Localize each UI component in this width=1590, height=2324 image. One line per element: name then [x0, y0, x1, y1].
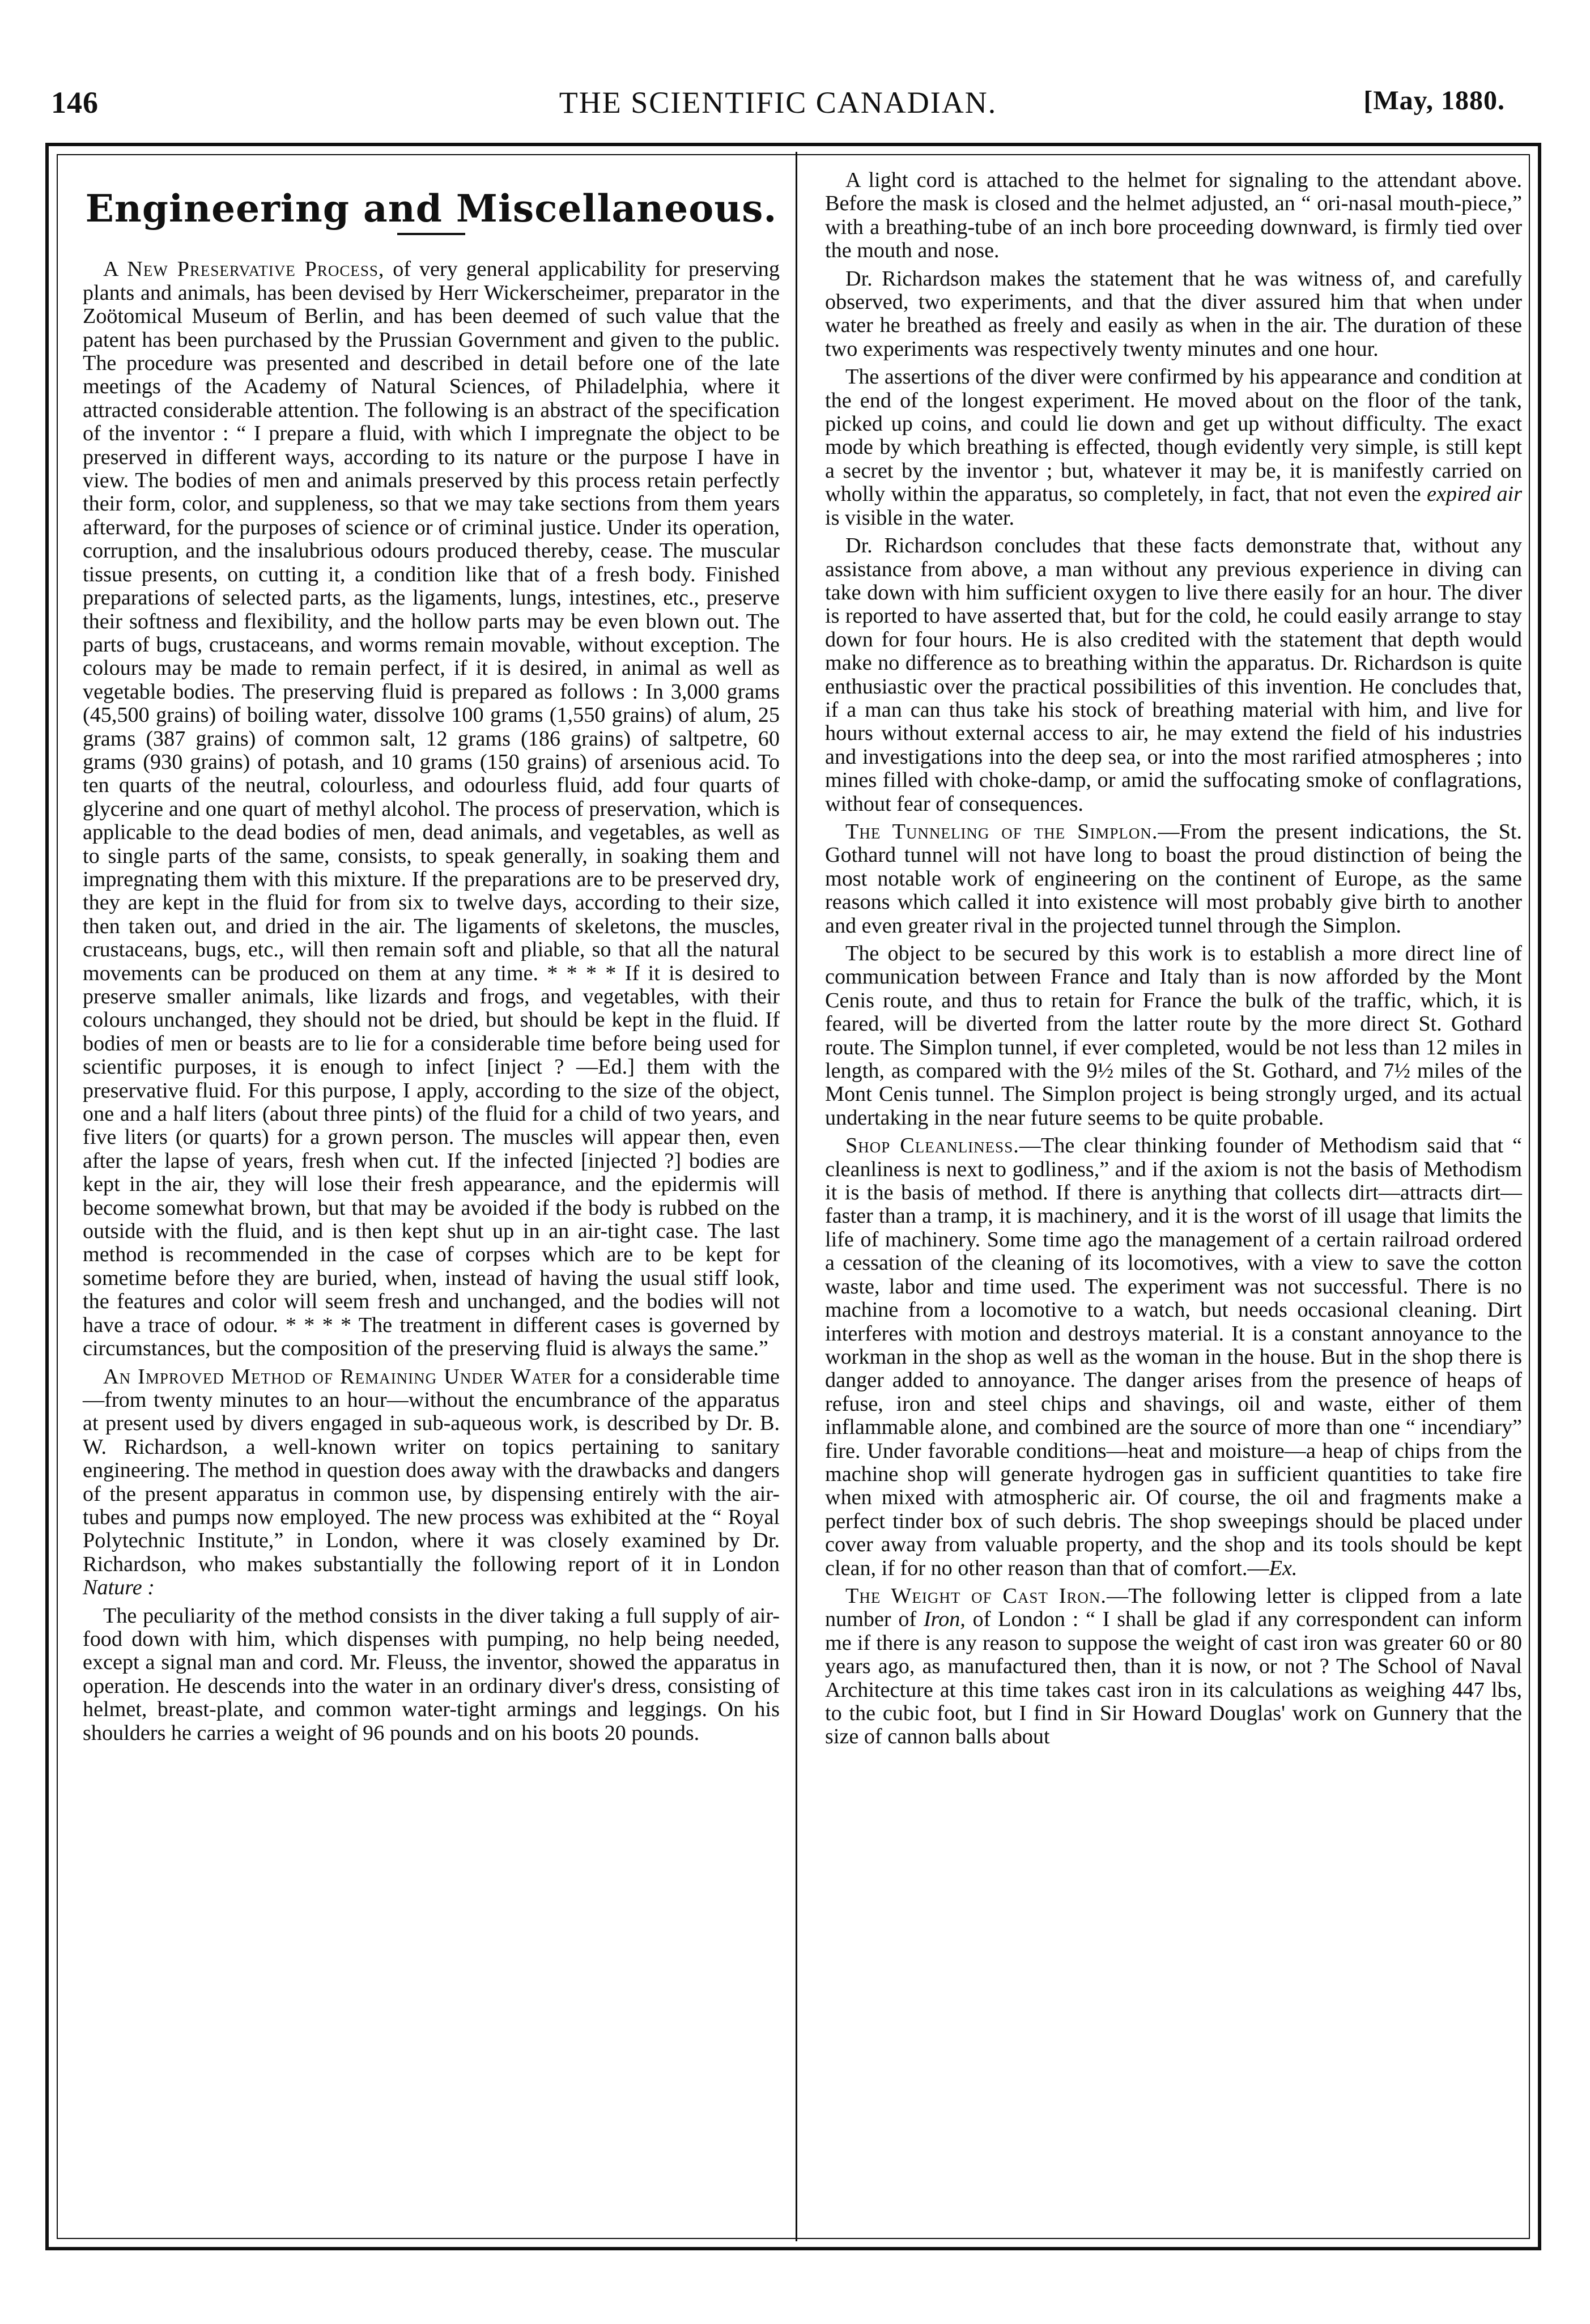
emphasis: expired air	[1427, 482, 1523, 506]
article-lead: A New Preservative Process,	[103, 257, 385, 282]
article-underwater	[83, 1365, 780, 1600]
article-lead: The Weight of Cast Iron.	[845, 1584, 1107, 1608]
source-citation: Ex.	[1269, 1556, 1298, 1580]
paragraph-text: is visible in the water.	[825, 505, 1015, 530]
issue-date: [May, 1880.	[1363, 86, 1505, 116]
left-column	[83, 169, 780, 2230]
page-frame	[45, 143, 1541, 2250]
article-lead: An Improved Method of Remaining Under Water	[103, 1364, 572, 1389]
source-citation: Nature :	[83, 1576, 155, 1600]
article-text: of London : “ I shall be glad if any correspondent can inform me if there is any reason to suppose the weight of cast iron was greater 60 or 80 years ago, as manufactured then, than it is now, or not ? The School of Naval Architecture at this time takes cast iron in its calculations as weighing 447 lbs, to the cubic foot, but I find in Sir Howard Douglas' work on Gunnery that the size of cannon balls about	[825, 1607, 1522, 1749]
section-title: Engineering and Miscellaneous.	[85, 186, 777, 231]
article-preservative	[83, 258, 780, 1360]
title-rule	[397, 233, 465, 235]
paragraph: A light cord is attached to the helmet for signaling to the attendant above. Before the mask is closed and the helmet adjusted, an “ ori-nasal mouth-piece,” with a breathing-tube of an inch bore proceeding downward, is firmly tied over the mouth and nose.	[825, 168, 1522, 263]
article-text: —From the present indications, the St. Gothard tunnel will not have long to boast the proud distinction of being the most notable work of engineering on the continent of Europe, as the same reasons which called it into existence will most probably give birth to another and even greater rival in the projected tunnel through the Simplon.	[825, 819, 1522, 938]
emphasis: Iron,	[923, 1607, 966, 1632]
column-rule	[796, 152, 797, 2241]
article-text: for a considerable time—from twenty minutes to an hour—without the encumbrance of the apparatus at present used by divers engaged in sub-aqueous work, is described by Dr. B. W. Richardson, a well-known writer on topics pertaining to sanitary engineering. The method in question does away with the drawbacks and dangers of the present apparatus in common use, by dispensing entirely with the air-tubes and pumps now employed. The new process was exhibited at the “ Royal Polytechnic Institute,” in London, where it was closely examined by Dr. Richardson, who makes substantially the following report of it in London	[83, 1364, 780, 1576]
paragraph: Dr. Richardson makes the statement that he was witness of, and carefully observed, two experiments, and that the diver assured him that when under water he breathed as freely and easily as when in the air. The duration of these two experiments was respectively twenty minutes and one hour.	[825, 266, 1522, 361]
paragraph-text: The assertions of the diver were confirmed by his appearance and condition at the end of the longest experiment. He moved about on the floor of the tank, picked up coins, and could lie down and get up without difficulty. The exact mode by which breathing is effected, though evidently very simple, is still kept a secret by the inventor ; but, whatever it may be, it is manifestly carried on wholly within the apparatus, so completely, in fact, that not even the	[825, 365, 1522, 506]
running-head	[51, 85, 1505, 130]
journal-title: THE SCIENTIFIC CANADIAN.	[559, 86, 997, 120]
page-number: 146	[51, 86, 99, 120]
article-lead: The Tunneling of the Simplon.	[845, 819, 1158, 844]
right-column	[825, 169, 1522, 2230]
paragraph: The peculiarity of the method consists in the diver taking a full supply of air-food down with him, which dispenses with pumping, no help being needed, except a signal man and cord. Mr. Fleuss, the inventor, showed the apparatus in operation. He descends into the water in an ordinary diver's dress, consisting of helmet, breast-plate, and common water-tight armings and leggings. On his shoulders he carries a weight of 96 pounds and on his boots 20 pounds.	[83, 1603, 780, 1745]
paragraph: The object to be secured by this work is to establish a more direct line of communication between France and Italy than is now afforded by the Mont Cenis route, and thus to retain for France the bulk of the traffic, which, it is feared, will be diverted from the latter route by the more direct St. Gothard route. The Simplon tunnel, if ever completed, would be not less than 12 miles in length, as compared with the 9½ miles of the St. Gothard, and 7½ miles of the Mont Cenis tunnel. The Simplon project is being strongly urged, and its actual undertaking in the near future seems to be quite probable.	[825, 942, 1522, 1130]
article-text: of very general applicability for preserving plants and animals, has been devised by Herr Wickerscheimer, preparator in the Zoötomical Museum of Berlin, and has been deemed of such value that the patent has been purchased by the Prussian Government and given to the public. The procedure was presented and described in detail before one of the late meetings of the Academy of Natural Sciences, of Philadelphia, where it attracted considerable attention. The following is an abstract of the specification of the inventor : “ I prepare a fluid, with which I impregnate the object to be preserved in different ways, according to its nature or the purpose I have in view. The bodies of men and animals preserved by this process retain perfectly their form, color, and suppleness, so that we may take sections from them years afterward, for the purposes of science or of criminal justice. Under its operation, corruption, and the insalubrious odours produced thereby, cease. The muscular tissue presents, on cutting it, a condition like that of a fresh body. Finished preparations of selected parts, as the ligaments, lungs, intestines, etc., preserve their softness and flexibility, and the hollow parts may be even blown out. The parts of bugs, crustaceans, and worms remain movable, without exception. The colours may be made to remain perfect, if it is desired, in animal as well as vegetable bodies. The preserving fluid is prepared as follows : In 3,000 grams (45,500 grains) of boiling water, dissolve 100 grams (1,550 grains) of alum, 25 grams (387 grains) of common salt, 12 grams (186 grains) of saltpetre, 60 grams (930 grains) of potash, and 10 grams (150 grains) of arsenious acid. To ten quarts of the neutral, colourless, and odourless fluid, add four quarts of glycerine and one quart of methyl alcohol. The process of preservation, which is applicable to the dead bodies of men, dead animals, and vegetables, as well as to single parts of the same, consists, to speak generally, in soaking them and impregnating them with this mixture. If the preparations are to be preserved dry, they are kept in the fluid for from six to twelve days, according to their size, then taken out, and dried in the air. The ligaments of skeletons, the muscles, crustaceans, bugs, etc., will then remain soft and pliable, so that all the natural movements can be produced on them at any time. * * * * If it is desired to preserve smaller animals, like lizards and frogs, and vegetables, with their colours unchanged, they should not be dried, but should be kept in the fluid. If bodies of men or beasts are to lie for a considerable time before being used for scientific purposes, it is enough to infect [inject ? —Ed.] them with the preservative fluid. For this purpose, I apply, according to the size of the object, one and a half liters (about three pints) of the fluid for a child of two years, and five liters (or quarts) for a grown person. The muscles will appear then, even after the lapse of years, fresh when cut. If the infected [injected ?] bodies are kept in the air, they will lose their fresh appearance, and the epidermis will become somewhat brown, but that may be avoided if the body is rubbed on the outside with the fluid, and is then kept shut up in an air-tight case. The last method is recommended in the case of corpses which are to be kept for sometime before they are buried, when, instead of having the usual stiff look, the features and color will seem fresh and unchanged, and the bodies will not have a trace of odour. * * * * The treatment in different cases is governed by circumstances, but the composition of the preserving fluid is always the same.”	[83, 257, 780, 1361]
article-simplon	[825, 820, 1522, 938]
article-text: —The following letter is clipped from a late number of	[825, 1584, 1522, 1632]
article-cleanliness	[825, 1134, 1522, 1580]
article-cast-iron	[825, 1585, 1522, 1749]
article-lead: Shop Cleanliness.	[845, 1134, 1019, 1158]
paragraph: Dr. Richardson concludes that these facts demonstrate that, without any assistance from above, a man without any previous experience in diving can take down with him sufficient oxygen to live there easily for an hour. The diver is reported to have asserted that, but for the cold, he could easily arrange to stay down for four hours. He is also credited with the statement that depth would make no difference as to breathing within the apparatus. Dr. Richardson is quite enthusiastic over the practical possibilities of this invention. He concludes that, if a man can thus take his stock of breathing material with him, and live for hours without external access to air, he may extend the field of his industries and investigations into the deep sea, or into the most rarified atmospheres ; into mines filled with choke-damp, or amid the suffocating smoke of conflagrations, without fear of consequences.	[825, 534, 1522, 816]
paragraph	[825, 365, 1522, 530]
article-text: —The clear thinking founder of Methodism said that “ cleanliness is next to godliness,” and if the axiom is not the basis of Methodism it is the basis of method. If there is anything that collects dirt—attracts dirt—faster than a tramp, it is machinery, and it is the worst of ill usage that limits the life of machinery. Some time ago the management of a certain railroad ordered a cessation of the cleaning of its locomotives, with a view to save the cotton waste, labor and time used. The experiment was not successful. There is no machine from a locomotive to a watch, but needs occasional cleaning. Dirt interferes with motion and destroys material. It is a constant annoyance to the workman in the shop as well as the woman in the house. But in the shop there is danger added to annoyance. The danger arises from the presence of heaps of refuse, iron and steel chips and shavings, oil and waste, either of them inflammable alone, and combined are the source of more than one “ incendiary” fire. Under favorable conditions—heat and moisture—a heap of chips from the machine shop will generate hydrogen gas in sufficient quantities to take fire when mixed with atmospheric air. Of course, the oil and fragments make a perfect tinder box of such debris. The shop sweepings should be placed under cover away from valuable property, and the shop and its tools should be kept clean, if for no other reason than that of comfort.—	[825, 1134, 1523, 1580]
